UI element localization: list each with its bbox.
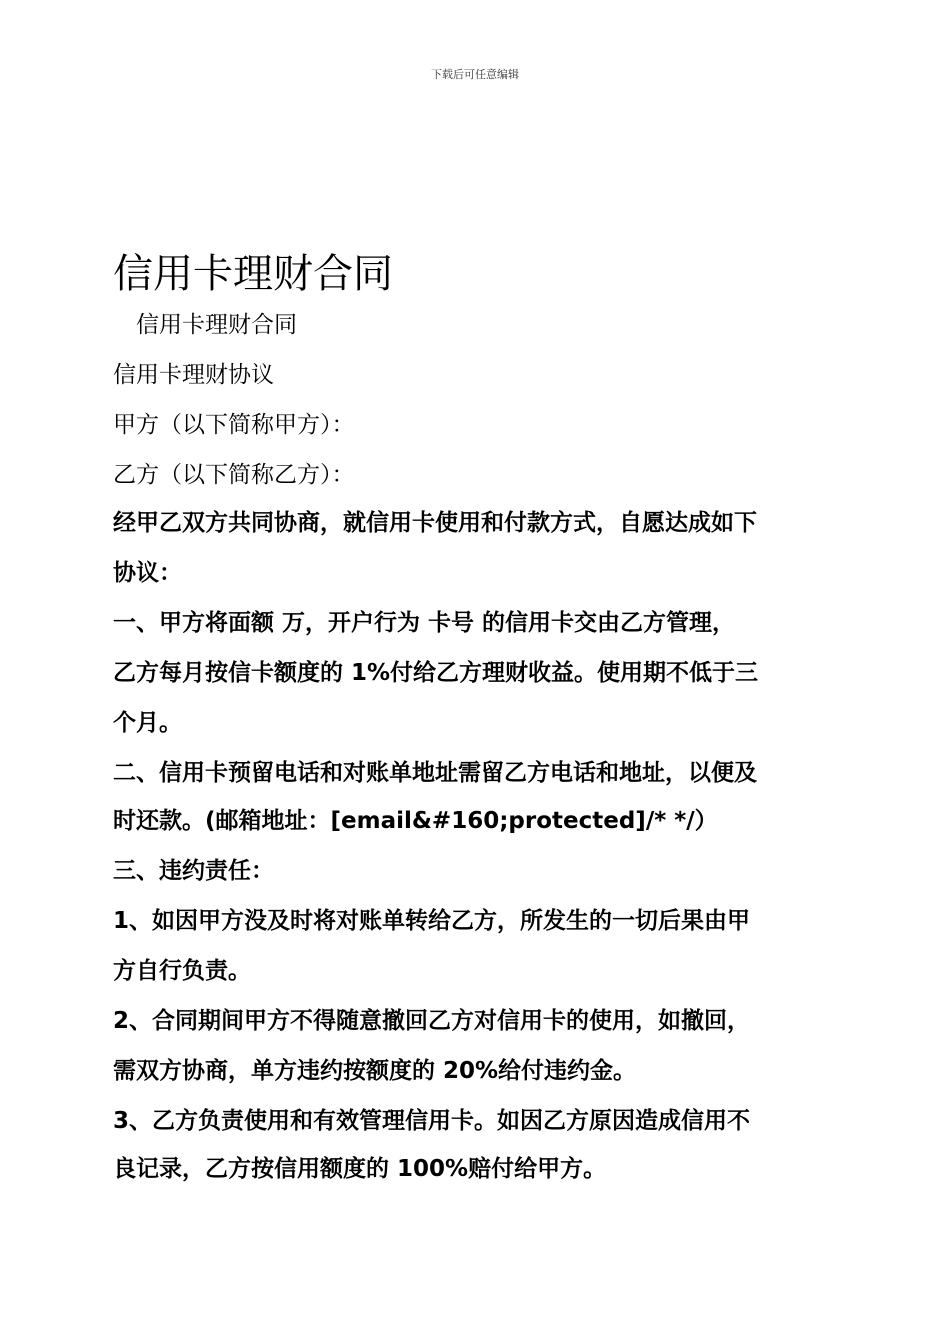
- clause-3-1-line: 方自行负责。: [113, 958, 251, 984]
- clause-2-line: 时还款。(邮箱地址：[email&#160;protected]/* */）: [113, 808, 718, 834]
- clause-3-1-line: 1、如因甲方没及时将对账单转给乙方，所发生的一切后果由甲: [113, 908, 751, 934]
- document-title: 信用卡理财合同: [113, 251, 393, 297]
- clause-3-3-line: 3、乙方负责使用和有效管理信用卡。如因乙方原因造成信用不: [113, 1108, 751, 1134]
- body-text-line: 经甲乙双方共同协商，就信用卡使用和付款方式，自愿达成如下: [113, 510, 757, 536]
- clause-3-2-line: 2、合同期间甲方不得随意撤回乙方对信用卡的使用，如撤回，: [113, 1008, 751, 1034]
- subtitle-line: 信用卡理财合同: [113, 312, 297, 338]
- clause-3-3-line: 良记录，乙方按信用额度的 100%赔付给甲方。: [113, 1156, 607, 1182]
- clause-1-line: 一、甲方将面额 万，开户行为 卡号 的信用卡交由乙方管理，: [113, 610, 736, 636]
- clause-1-line: 个月。: [113, 710, 182, 736]
- clause-1-line: 乙方每月按信卡额度的 1%付给乙方理财收益。使用期不低于三: [113, 660, 759, 686]
- clause-3-heading: 三、违约责任：: [113, 858, 274, 884]
- party-b-line: 乙方（以下简称乙方）：: [113, 462, 355, 488]
- clause-2-line: 二、信用卡预留电话和对账单地址需留乙方电话和地址，以便及: [113, 760, 757, 786]
- party-a-line: 甲方（以下简称甲方）：: [113, 412, 355, 438]
- clause-3-2-line: 需双方协商，单方违约按额度的 20%给付违约金。: [113, 1058, 637, 1084]
- page-header-note: 下载后可任意编辑: [431, 68, 519, 81]
- agreement-title-line: 信用卡理财协议: [113, 362, 274, 388]
- body-text-line: 协议：: [113, 560, 182, 586]
